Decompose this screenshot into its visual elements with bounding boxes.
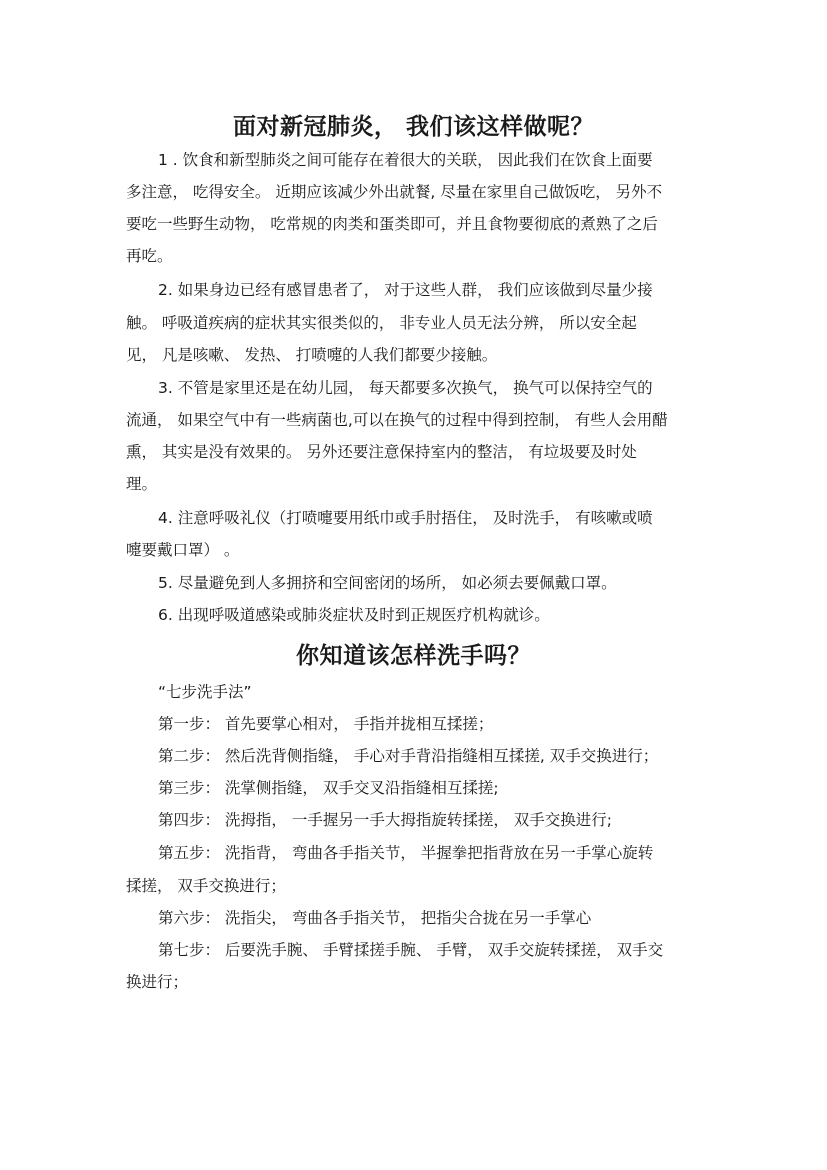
paragraph-4-line-2: 嚏要戴口罩） 。 bbox=[126, 541, 240, 559]
step-4-line-1: 第四步： 洗拇指， 一手握另一手大拇指旋转揉搓， 双手交换进行; bbox=[158, 811, 613, 829]
paragraph-3-line-4: 理。 bbox=[126, 475, 158, 493]
paragraph-1-line-4: 再吃。 bbox=[126, 247, 173, 265]
method-name: “七步洗手法” bbox=[158, 683, 252, 701]
step-2-line-1: 第二步： 然后洗背侧指缝， 手心对手背沿指缝相互揉搓, 双手交换进行； bbox=[158, 747, 659, 765]
paragraph-1-line-3: 要吃一些野生动物， 吃常规的肉类和蛋类即可，并且食物要彻底的煮熟了之后 bbox=[126, 215, 658, 233]
step-3-line-1: 第三步： 洗掌侧指缝， 双手交叉沿指缝相互揉搓; bbox=[158, 779, 499, 797]
paragraph-6-line-1: 6. 出现呼吸道感染或肺炎症状及时到正规医疗机构就诊。 bbox=[158, 606, 550, 624]
paragraph-5-line-1: 5. 尽量避免到人多拥挤和空间密闭的场所， 如必须去要佩戴口罩。 bbox=[158, 574, 617, 592]
paragraph-2-line-3: 见， 凡是咳嗽、 发热、 打喷嚏的人我们都要少接触。 bbox=[126, 346, 498, 364]
paragraph-4-line-1: 4. 注意呼吸礼仪（打喷嚏要用纸巾或手肘捂住， 及时洗手， 有咳嗽或喷 bbox=[158, 509, 653, 527]
main-title: 面对新冠肺炎， 我们该这样做呢？ bbox=[232, 113, 594, 140]
paragraph-3-line-2: 流通， 如果空气中有一些病菌也,可以在换气的过程中得到控制， 有些人会用醋 bbox=[126, 411, 668, 429]
paragraph-1-line-1: 1 . 饮食和新型肺炎之间可能存在着很大的关联， 因此我们在饮食上面要 bbox=[158, 151, 653, 169]
step-6-line-1: 第六步： 洗指尖， 弯曲各手指关节， 把指尖合拢在另一手掌心 bbox=[158, 909, 592, 927]
section-title-handwashing: 你知道该怎样洗手吗？ bbox=[296, 642, 531, 669]
paragraph-2-line-1: 2. 如果身边已经有感冒患者了， 对于这些人群， 我们应该做到尽量少接 bbox=[158, 281, 653, 299]
step-1-line-1: 第一步： 首先要掌心相对， 手指并拢相互揉搓； bbox=[158, 715, 494, 733]
paragraph-1-line-2: 多注意， 吃得安全。 近期应该减少外出就餐, 尽量在家里自己做饭吃， 另外不 bbox=[126, 183, 663, 201]
step-5-line-2: 揉搓， 双手交换进行； bbox=[126, 877, 286, 895]
paragraph-3-line-3: 熏， 其实是没有效果的。 另外还要注意保持室内的整洁， 有垃圾要及时处 bbox=[126, 443, 637, 461]
paragraph-3-line-1: 3. 不管是家里还是在幼儿园， 每天都要多次换气， 换气可以保持空气的 bbox=[158, 379, 653, 397]
step-7-line-2: 换进行； bbox=[126, 973, 189, 991]
paragraph-2-line-2: 触。 呼吸道疾病的症状其实很类似的， 非专业人员无法分辨， 所以安全起 bbox=[126, 314, 637, 332]
step-7-line-1: 第七步： 后要洗手腕、 手臂揉搓手腕、 手臂， 双手交旋转揉搓， 双手交 bbox=[158, 941, 664, 959]
step-5-line-1: 第五步： 洗指背， 弯曲各手指关节， 半握拳把指背放在另一手掌心旋转 bbox=[158, 844, 654, 862]
